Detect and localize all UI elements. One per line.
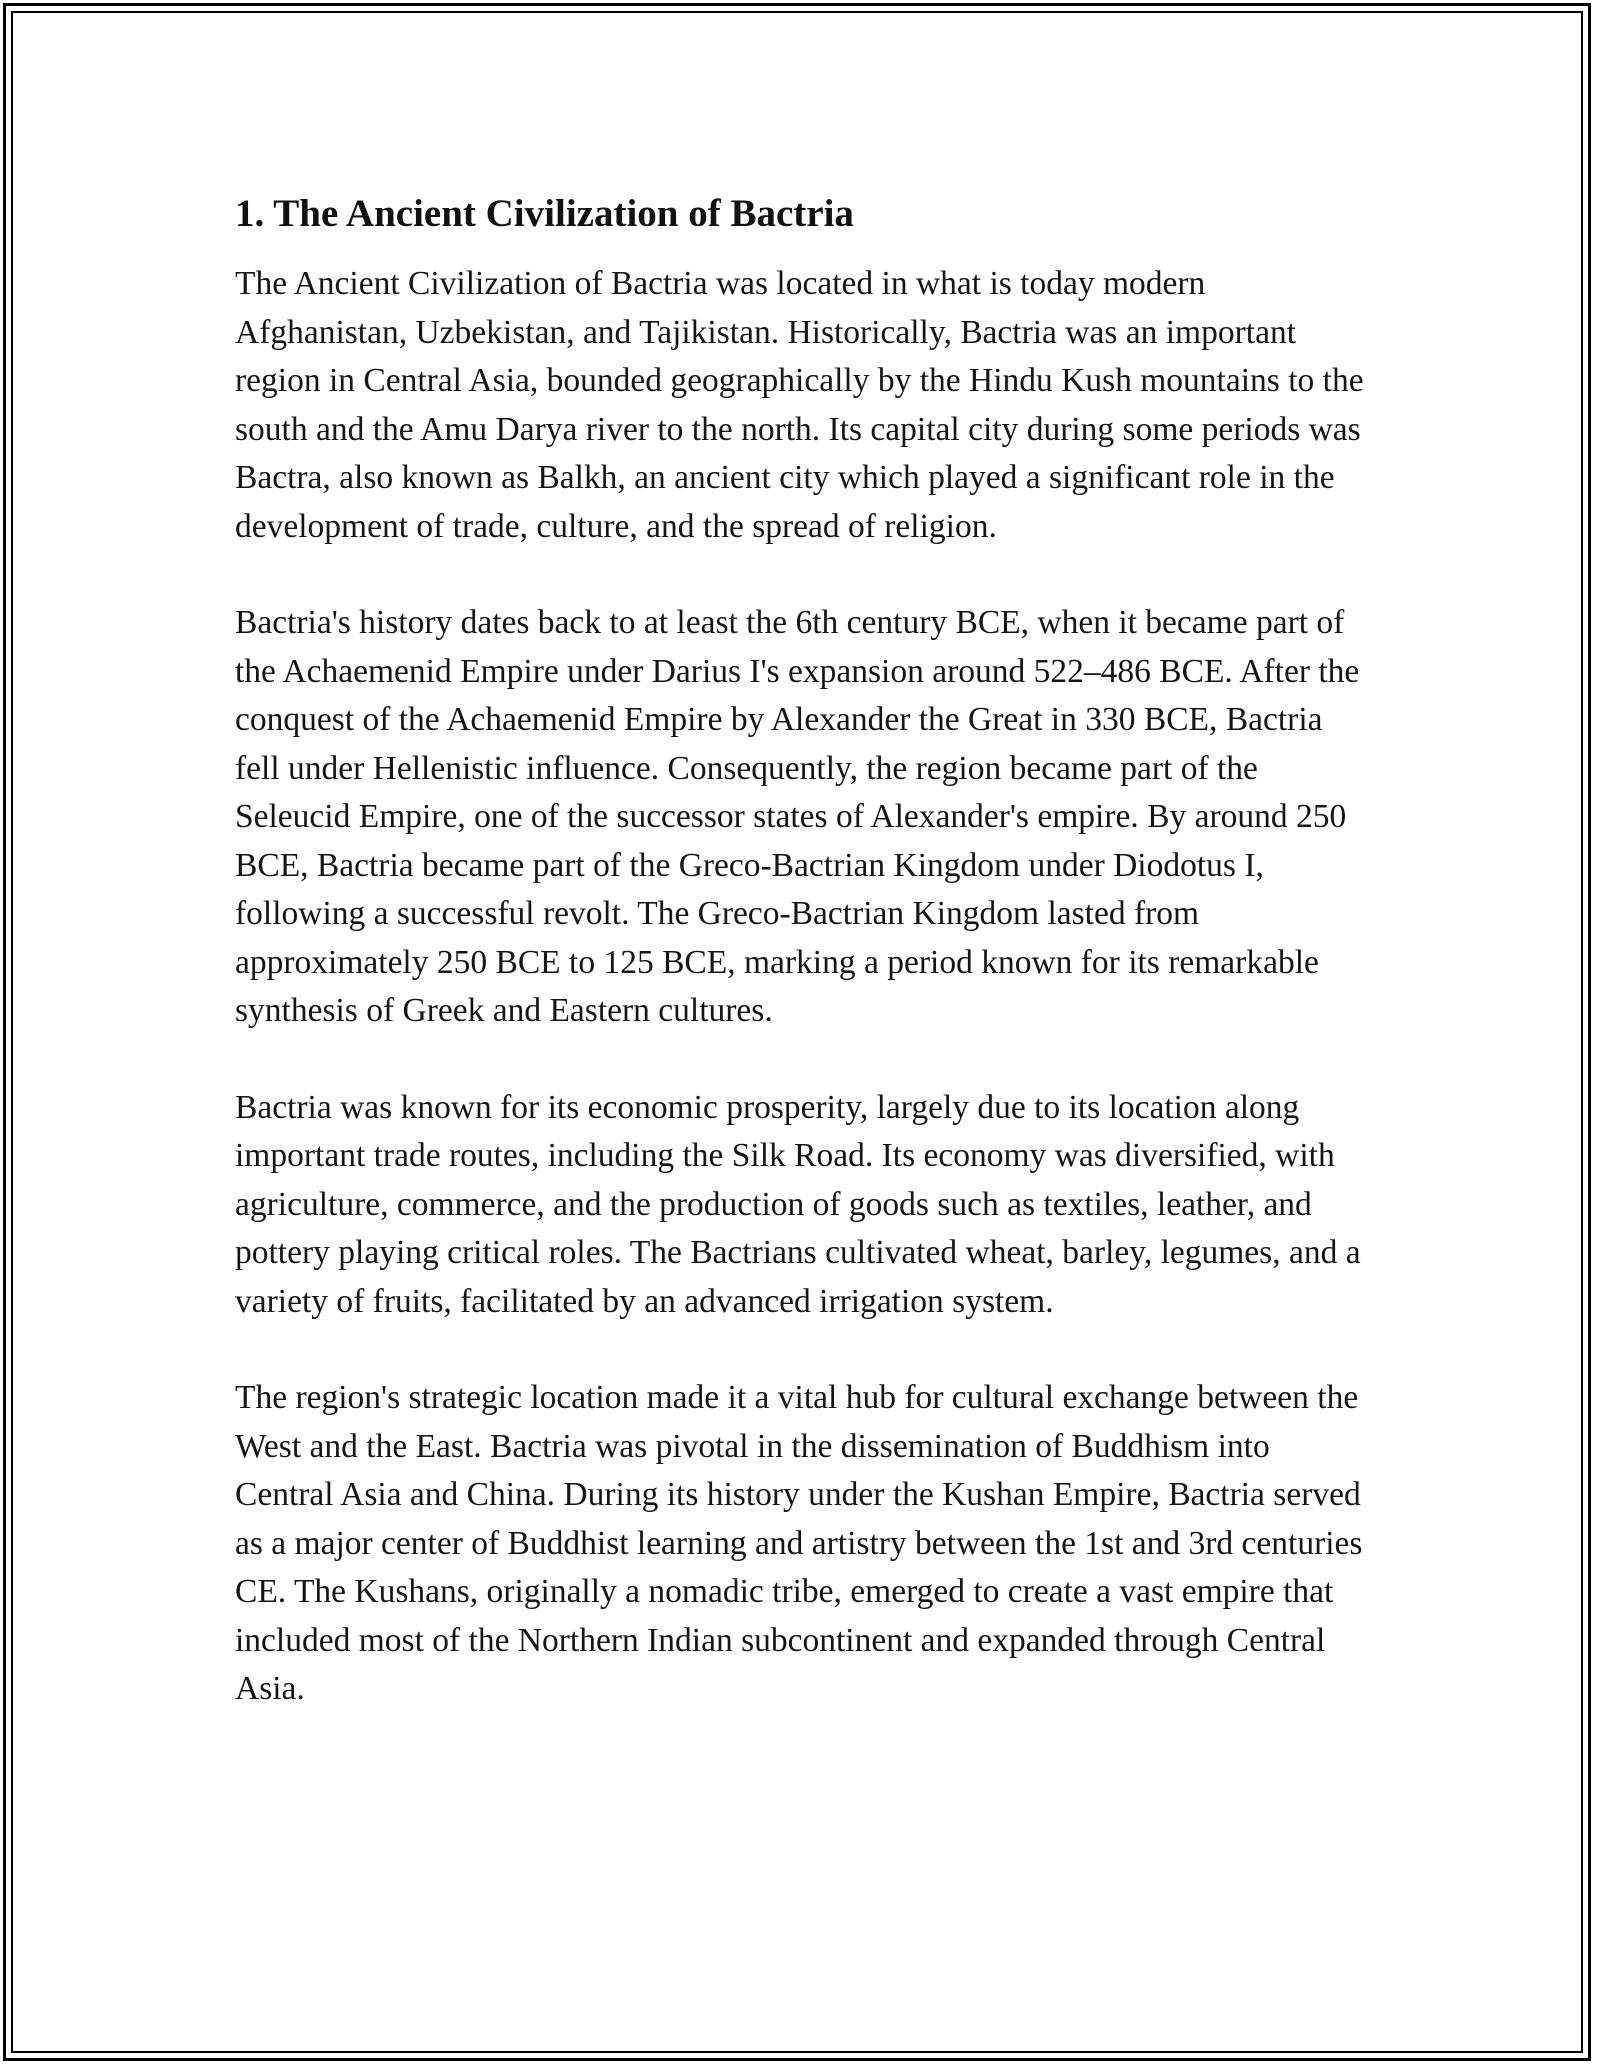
paragraph-culture: The region's strategic location made it a vital hub for cultural exchange between the West and the East. Bactria was pivotal in the dissemination of Buddhism into Central Asia and China. During its history under the Kushan Empire, Bactria served as a major center of Buddhist learning and artistry between the 1st and 3rd centuries CE. The Kushans, originally a nomadic tribe, emerged to create a vast empire that included most of the Northern Indian subcontinent and expanded through Central Asia. — [235, 1379, 1363, 1707]
paragraph-location: The Ancient Civilization of Bactria was located in what is today modern Afghanistan, Uzbekistan, and Tajikistan. Historically, Bactria was an important region in Central Asia, bounded geographically by the Hindu Kush mountains to the south and the Amu Darya river to the north. Its capital city during some periods was Bactra, also known as Balkh, an ancient city which played a significant role in the development of trade, culture, and the spread of religion. — [235, 265, 1364, 545]
paragraph-economy: Bactria was known for its economic prosperity, largely due to its location along important trade routes, including the Silk Road. Its economy was diversified, with agriculture, commerce, and the production of goods such as textiles, leather, and pottery playing critical roles. The Bactrians cultivated wheat, barley, legumes, and a variety of fruits, facilitated by an advanced irrigation system. — [235, 1088, 1361, 1320]
paragraph-history: Bactria's history dates back to at least the 6th century BCE, when it became part of the Achaemenid Empire under Darius I's expansion around 522–486 BCE. After the conquest of the Achaemenid Empire by Alexander the Great in 330 BCE, Bactria fell under Hellenistic influence. Consequently, the region became part of the Seleucid Empire, one of the successor states of Alexander's empire. By around 250 BCE, Bactria became part of the Greco-Bactrian Kingdom under Diodotus I, following a successful revolt. The Greco-Bactrian Kingdom lasted from approximately 250 BCE to 125 BCE, marking a period known for its remarkable synthesis of Greek and Eastern cultures. — [235, 604, 1360, 1029]
document-body — [235, 188, 1375, 1714]
section-title: 1. The Ancient Civilization of Bactria — [235, 192, 854, 235]
